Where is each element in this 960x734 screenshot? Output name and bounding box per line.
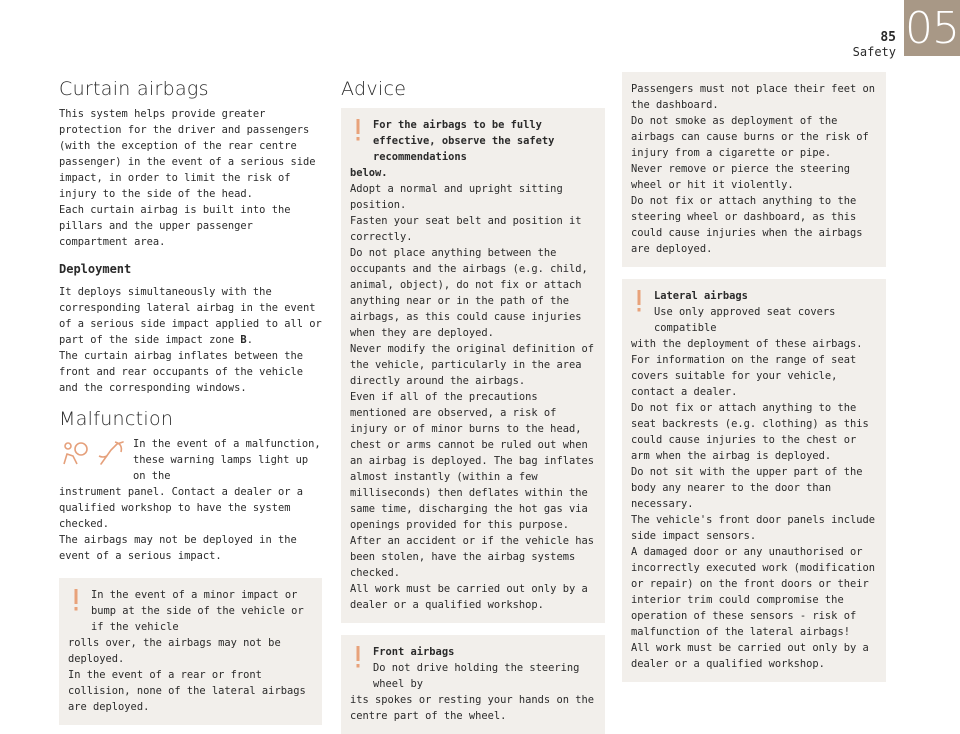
front-airbags-label: Front airbags (373, 646, 455, 658)
advice-lead: For the airbags to be fully effective, observe the safety recommendations (373, 119, 555, 163)
front-airbags-rest: its spokes or resting your hands on the centre part of the wheel. (350, 694, 594, 722)
warning-2: In the event of a rear or front collision, none of the lateral airbags are deployed. (68, 669, 306, 713)
malfunction-warning-box (59, 578, 322, 725)
malfunction-text-2: The airbags may not be deployed in the event of a serious impact. (59, 534, 297, 562)
chapter-tab: 05 (904, 0, 960, 56)
advice-paragraph: All work must be carried out only by a dealer or a qualified workshop. (350, 583, 588, 611)
curtain-intro: This system helps provide greater protection for the driver and passengers (with the exception of the rear centre passenger) in the event of a serious side impact, in order to limit the risk of injury to the side of the head. (59, 108, 316, 200)
passenger-airbag-warning-icon (59, 438, 91, 468)
lateral-airbags-label: Lateral airbags (654, 290, 748, 302)
lateral-airbags-box (622, 279, 886, 682)
advice-lead-end: below. (350, 167, 388, 179)
column-advice (341, 76, 605, 734)
deployment-text-2: The curtain airbag inflates between the front and rear occupants of the vehicle and the corresponding windows. (59, 350, 303, 394)
deployment-zone: B (240, 334, 247, 346)
malfunction-title: Malfunction (59, 408, 174, 430)
advice-paragraph: Do not place anything between the occupants and the airbags (e.g. child, animal, object), do not fix or attach anything near or in the path of the airbags, as this could cause injuries when they are deployed. (350, 247, 588, 339)
malfunction-text: instrument panel. Contact a dealer or a qualified workshop to have the system checked. (59, 486, 303, 530)
curtain-airbags-title: Curtain airbags (59, 78, 209, 100)
advice-paragraph: Fasten your seat belt and position it correctly. (350, 215, 582, 243)
malfunction-text-first: In the event of a malfunction, these warning lamps light up on the (133, 438, 321, 482)
lateral-paragraph: The vehicle's front door panels include side impact sensors. (631, 514, 875, 542)
lateral-paragraph: All work must be carried out only by a dealer or a qualified workshop. (631, 642, 869, 670)
advice-continued-paragraph: Passengers must not place their feet on the dashboard. (631, 83, 875, 111)
exclamation-icon (354, 645, 362, 669)
advice-paragraph: Never modify the original definition of the vehicle, particularly in the area directly around the airbags. (350, 343, 594, 387)
deployment-text-b: . (246, 334, 253, 346)
lateral-airbags-rest: with the deployment of these airbags. For information on the range of seat covers suitable for your vehicle, contact a dealer. (631, 338, 863, 398)
advice-paragraph: After an accident or if the vehicle has been stolen, have the airbag systems checked. (350, 535, 594, 579)
exclamation-icon (635, 289, 643, 313)
advice-paragraph: Even if all of the precautions mentioned are observed, a risk of injury or of minor burns to the head, chest or arms cannot be ruled out when an airbag is deployed. The bag inflates almost instantly (within a few milliseconds) then deflates within the same time, discharging the hot gas via openings provided for this purpose. (350, 391, 594, 531)
malfunction-block (59, 436, 322, 564)
advice-continued-paragraph: Never remove or pierce the steering wheel or hit it violently. (631, 163, 850, 191)
deployment-text (59, 284, 322, 348)
warning-rest: rolls over, the airbags may not be deployed. (68, 637, 281, 665)
warning-first: In the event of a minor impact or bump at the side of the vehicle or if the vehicle (91, 589, 304, 633)
section-name: Safety (852, 45, 896, 59)
deployment-title: Deployment (59, 262, 132, 276)
lateral-paragraph: Do not fix or attach anything to the seat backrests (e.g. clothing) as this could cause injuries to the chest or arm when the airbag is deployed. (631, 402, 869, 462)
seat-belt-airbag-warning-icon (95, 438, 127, 468)
page-number: 85 (880, 30, 896, 45)
advice-title: Advice (341, 78, 407, 100)
front-airbags-box (341, 635, 605, 734)
curtain-intro-2: Each curtain airbag is built into the pillars and the upper passenger compartment area. (59, 204, 291, 248)
front-airbags-first: Do not drive holding the steering wheel by (373, 662, 580, 690)
advice-paragraph: Adopt a normal and upright sitting position. (350, 183, 563, 211)
exclamation-icon (72, 588, 80, 612)
column-curtain-airbags (59, 76, 322, 725)
advice-continued-paragraph: Do not smoke as deployment of the airbags can cause burns or the risk of injury from a cigarette or pipe. (631, 115, 869, 159)
lateral-airbags-first: Use only approved seat covers compatible (654, 306, 836, 334)
deployment-text-a: It deploys simultaneously with the corresponding lateral airbag in the event of a serious side impact applied to all or part of the side impact zone (59, 286, 322, 346)
advice-continued-paragraph: Do not fix or attach anything to the steering wheel or dashboard, as this could cause injuries when the airbags are deployed. (631, 195, 863, 255)
advice-continued-box (622, 72, 886, 267)
lateral-paragraph: A damaged door or any unauthorised or incorrectly executed work (modification or repair) on the front doors or their interior trim could compromise the operation of these sensors - risk of malfunction of the lateral airbags! (631, 546, 875, 638)
advice-box (341, 108, 605, 623)
column-advice-continued (622, 72, 886, 682)
lateral-paragraph: Do not sit with the upper part of the body any nearer to the door than necessary. (631, 466, 863, 510)
exclamation-icon (354, 118, 362, 142)
